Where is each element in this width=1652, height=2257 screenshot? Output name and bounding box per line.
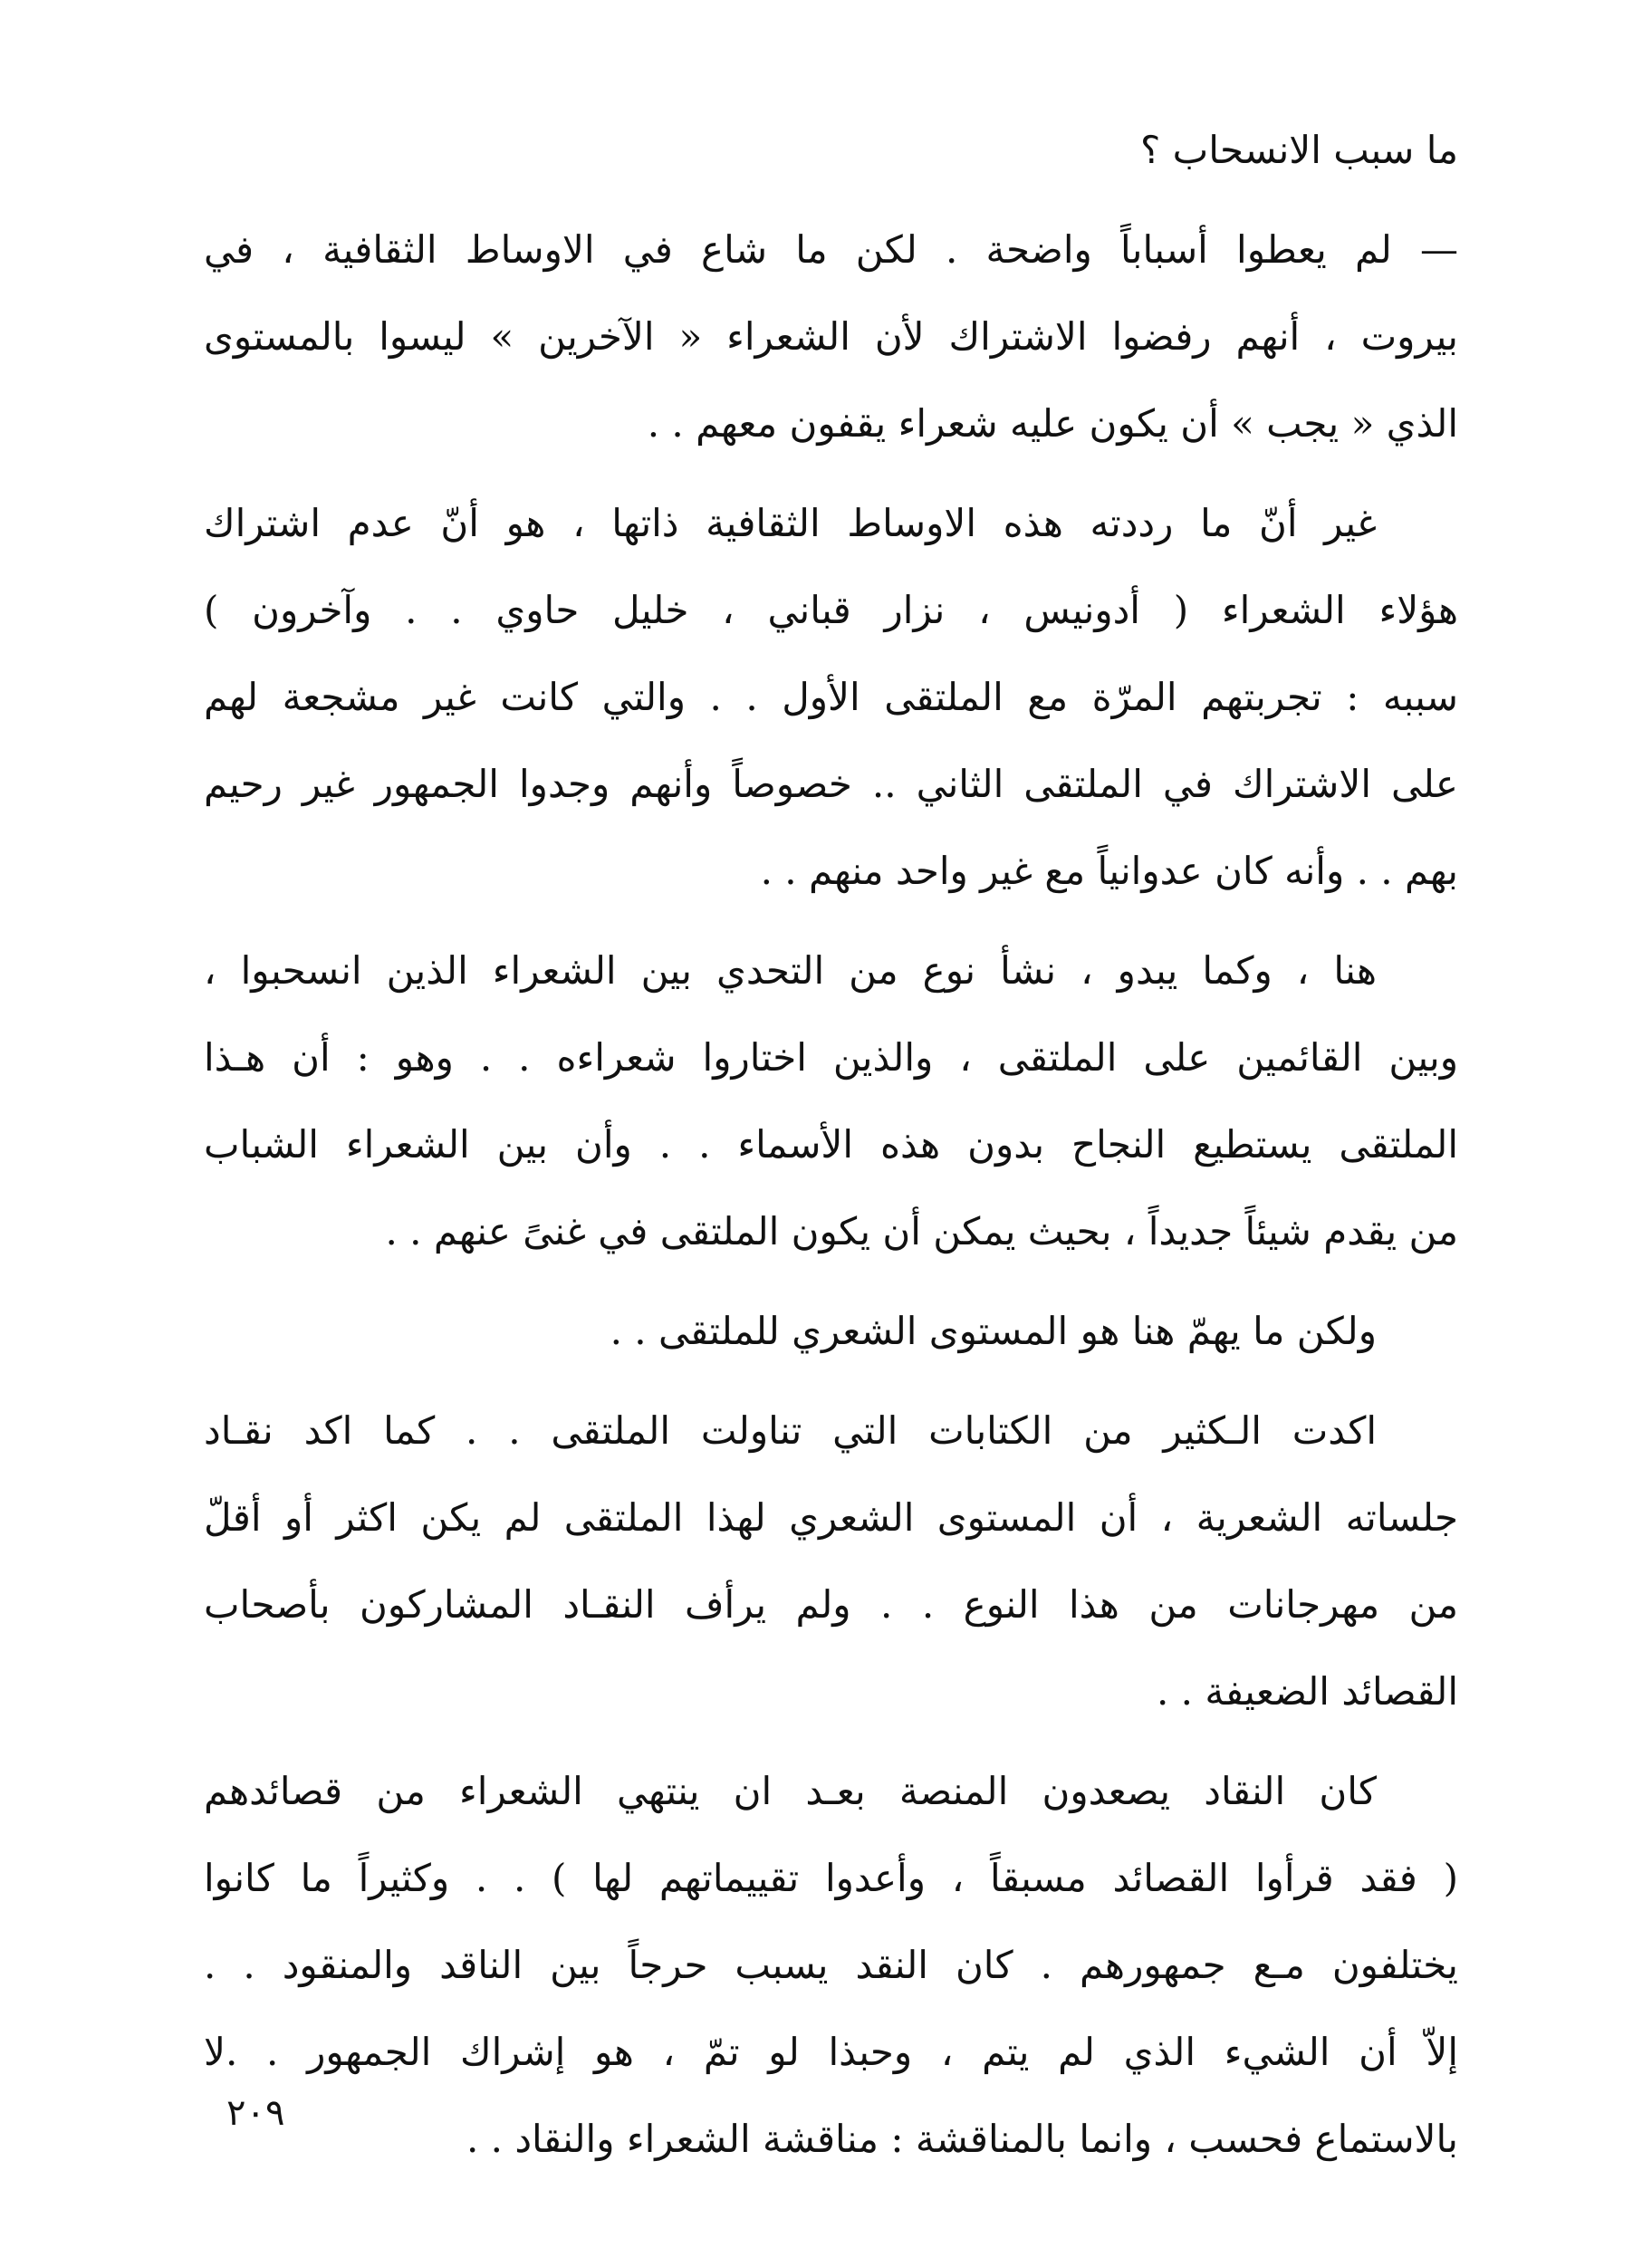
- paragraph-level: [204, 1288, 1458, 1375]
- text-line: هنا ، وكما يبدو ، نشأ نوع من التحدي بين الشعراء الذين انسحبوا ،: [204, 948, 1377, 993]
- paragraph-challenge: [204, 927, 1458, 1275]
- text-line: سببه : تجربتهم المرّة مع الملتقى الأول . . والتي كانت غير مشجعة لهم: [204, 675, 1458, 719]
- text-line: غير أنّ ما رددته هذه الاوساط الثقافية ذاتها ، هو أنّ عدم اشتراك: [204, 501, 1377, 545]
- text-line: وبين القائمين على الملتقى ، والذين اختاروا شعراءه . . وهو : أن هـذا: [204, 1035, 1458, 1080]
- text-line: يختلفون مـع جمهورهم . كان النقد يسبب حرجاً بين الناقد والمنقود . .: [204, 1943, 1458, 1987]
- paragraph-question: [204, 107, 1458, 194]
- text-line: ولكن ما يهمّ هنا هو المستوى الشعري للملتقى . .: [610, 1309, 1377, 1353]
- text-line: اكدت الـكثير من الكتابات التي تناولت الملتقى . . كما اكد نقـاد: [204, 1408, 1377, 1453]
- text-line: القصائد الضعيفة . .: [1156, 1669, 1458, 1714]
- text-line: إلاّ أن الشيء الذي لم يتم ، وحبذا لو تمّ ، هو إشراك الجمهور . .لا: [204, 2030, 1458, 2074]
- text-line: بهم . . وأنه كان عدوانياً مع غير واحد منهم . .: [760, 849, 1458, 893]
- body-text: [204, 107, 1458, 2183]
- text-line: الذي « يجب » أن يكون عليه شعراء يقفون معهم . .: [647, 401, 1458, 446]
- text-line: كان النقاد يصعدون المنصة بعـد ان ينتهي الشعراء من قصائدهم: [204, 1769, 1377, 1813]
- text-line: من يقدم شيئاً جديداً ، بحيث يمكن أن يكون الملتقى في غنىً عنهم . .: [385, 1209, 1458, 1253]
- paragraph-critics: [204, 1388, 1458, 1735]
- page-number: ٢٠٩: [226, 2092, 285, 2134]
- text-line: بيروت ، أنهم رفضوا الاشتراك لأن الشعراء « الآخرين » ليسوا بالمستوى: [204, 314, 1458, 359]
- text-line: من مهرجانات من هذا النوع . . ولم يرأف النقـاد المشاركون بأصحاب: [204, 1582, 1458, 1627]
- text-line: هؤلاء الشعراء ( أدونيس ، نزار قباني ، خليل حاوي . . وآخرون ): [204, 588, 1458, 632]
- text-line: على الاشتراك في الملتقى الثاني .. خصوصاً وأنهم وجدوا الجمهور غير رحيم: [204, 762, 1458, 806]
- paragraph-answer: [204, 206, 1458, 467]
- text-line: الملتقى يستطيع النجاح بدون هذه الأسماء . . وأن بين الشعراء الشباب: [204, 1122, 1458, 1167]
- text-line: بالاستماع فحسب ، وانما بالمناقشة : مناقشة الشعراء والنقاد . .: [466, 2117, 1458, 2161]
- text-line: — لم يعطوا أسباباً واضحة . لكن ما شاع في الاوساط الثقافية ، في: [204, 227, 1458, 272]
- paragraph-stage: [204, 1748, 1458, 2183]
- text-line: ( فقد قرأوا القصائد مسبقاً ، وأعدوا تقييماتهم لها ) . . وكثيراً ما كانوا: [204, 1856, 1458, 1900]
- paragraph-reasons: [204, 480, 1458, 915]
- text-line: ما سبب الانسحاب ؟: [1140, 128, 1458, 172]
- text-line: جلساته الشعرية ، أن المستوى الشعري لهذا الملتقى لم يكن اكثر أو أقلّ: [204, 1495, 1458, 1540]
